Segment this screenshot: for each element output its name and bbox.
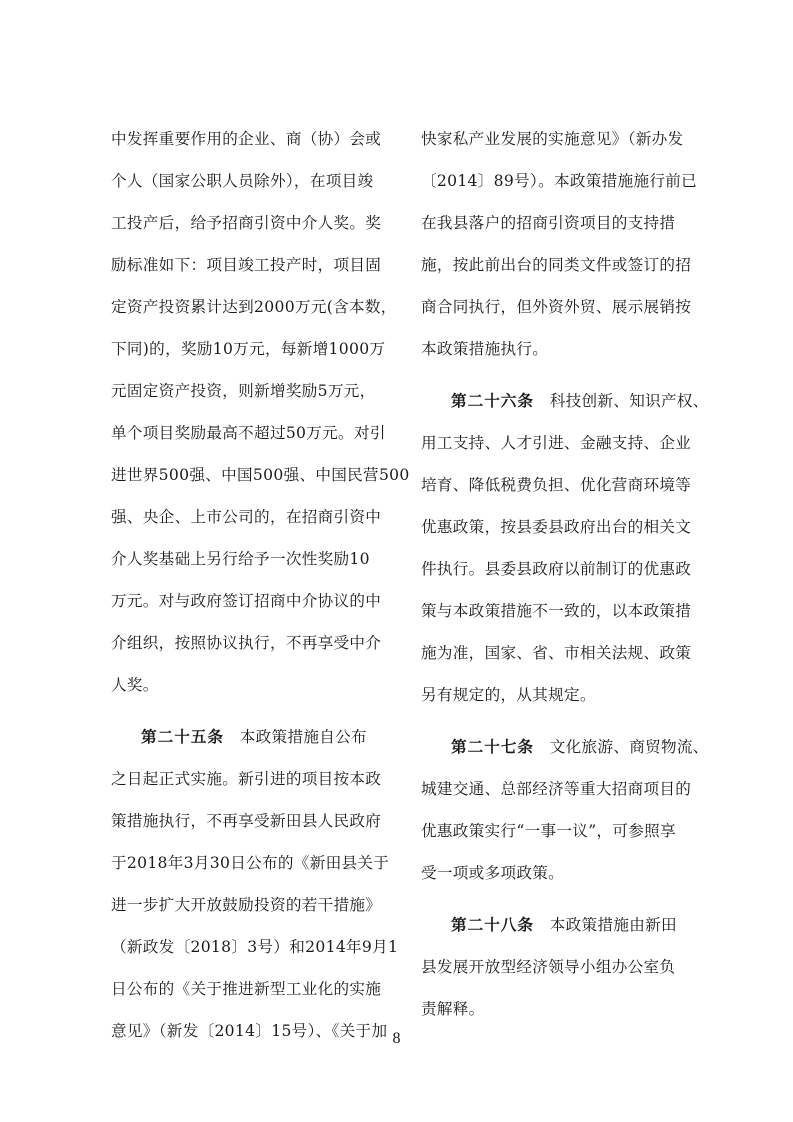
text-line: 日公布的《关于推进新型工业化的实施 <box>111 980 382 998</box>
text-line: 人奖。 <box>111 676 159 694</box>
text-line: 培育、降低税费负担、优化营商环境等 <box>421 476 692 494</box>
page-number: 8 <box>392 1030 401 1047</box>
article-text: 本政策措施自公布 <box>239 728 367 746</box>
continued-paragraph <box>421 118 698 370</box>
text-line: 励标准如下：项目竣工投产时，项目固 <box>111 256 382 274</box>
text-line: 用工支持、人才引进、金融支持、企业 <box>421 434 692 452</box>
text-line: 受一项或多项政策。 <box>421 864 565 882</box>
article-heading: 第二十八条 <box>451 915 534 934</box>
article-text: 本政策措施由新田 <box>549 916 677 934</box>
article-text: 文化旅游、商贸物流、 <box>549 738 709 756</box>
text-line: 元固定资产投资，则新增奖励5万元， <box>111 382 376 400</box>
text-line: 商合同执行，但外资外贸、展示展销按 <box>421 298 692 316</box>
article-25 <box>111 716 399 1052</box>
right-column <box>421 118 709 1030</box>
article-first-line <box>421 380 709 422</box>
text-line: 策与本政策措施不一致的，以本政策措 <box>421 602 692 620</box>
text-line: 〔2014〕89号）。本政策措施施行前已 <box>421 172 698 190</box>
text-line: 定资产投资累计达到2000万元(含本数， <box>111 298 397 316</box>
text-line: 责解释。 <box>421 1000 485 1018</box>
article-first-line <box>111 716 379 758</box>
text-line: 进一步扩大开放鼓励投资的若干措施》 <box>111 896 382 914</box>
text-line: 下同)的，奖励10万元，每新增1000万 <box>111 340 386 358</box>
text-line: 介组织，按照协议执行，不再享受中介 <box>111 634 382 652</box>
text-line: （新政发〔2018〕3号）和2014年9月1 <box>111 938 399 956</box>
left-column <box>111 118 410 1052</box>
text-line: 另有规定的，从其规定。 <box>421 686 596 704</box>
text-line: 件执行。县委县政府以前制订的优惠政 <box>421 560 692 578</box>
text-line: 万元。对与政府签订招商中介协议的中 <box>111 592 382 610</box>
text-line: 城建交通、总部经济等重大招商项目的 <box>421 780 692 798</box>
article-heading: 第二十七条 <box>451 737 534 756</box>
text-line: 施为准，国家、省、市相关法规、政策 <box>421 644 692 662</box>
article-28 <box>421 904 689 1030</box>
article-first-line <box>421 726 709 768</box>
article-heading: 第二十六条 <box>451 391 534 410</box>
article-heading: 第二十五条 <box>141 727 224 746</box>
text-line: 进世界500强、中国500强、中国民营500 <box>111 466 410 484</box>
article-text: 科技创新、知识产权、 <box>549 392 709 410</box>
text-line: 之日起正式实施。新引进的项目按本政 <box>111 770 382 788</box>
text-line: 本政策措施执行。 <box>421 340 549 358</box>
text-line: 工投产后，给予招商引资中介人奖。奖 <box>111 214 382 232</box>
text-line: 快家私产业发展的实施意见》（新办发 <box>421 130 684 148</box>
text-line: 介人奖基础上另行给予一次性奖励10 <box>111 550 370 568</box>
text-line: 在我县落户的招商引资项目的支持措 <box>421 214 676 232</box>
text-line: 强、央企、上市公司的，在招商引资中 <box>111 508 382 526</box>
article-27 <box>421 726 709 894</box>
text-line: 个人（国家公职人员除外），在项目竣 <box>111 172 374 190</box>
text-line: 策措施执行，不再享受新田县人民政府 <box>111 812 382 830</box>
continued-paragraph <box>111 118 410 706</box>
text-line: 优惠政策实行“一事一议”，可参照享 <box>421 822 676 840</box>
text-line: 施，按此前出台的同类文件或签订的招 <box>421 256 692 274</box>
text-line: 优惠政策，按县委县政府出台的相关文 <box>421 518 692 536</box>
article-26 <box>421 380 709 716</box>
text-line: 县发展开放型经济领导小组办公室负 <box>421 958 676 976</box>
text-line: 单个项目奖励最高不超过50万元。对引 <box>111 424 386 442</box>
article-first-line <box>421 904 689 946</box>
text-line: 意见》（新发〔2014〕15号）、《关于加 <box>111 1022 388 1040</box>
text-line: 于2018年3月30日公布的《新田县关于 <box>111 854 390 872</box>
text-line: 中发挥重要作用的企业、商（协）会或 <box>111 130 382 148</box>
